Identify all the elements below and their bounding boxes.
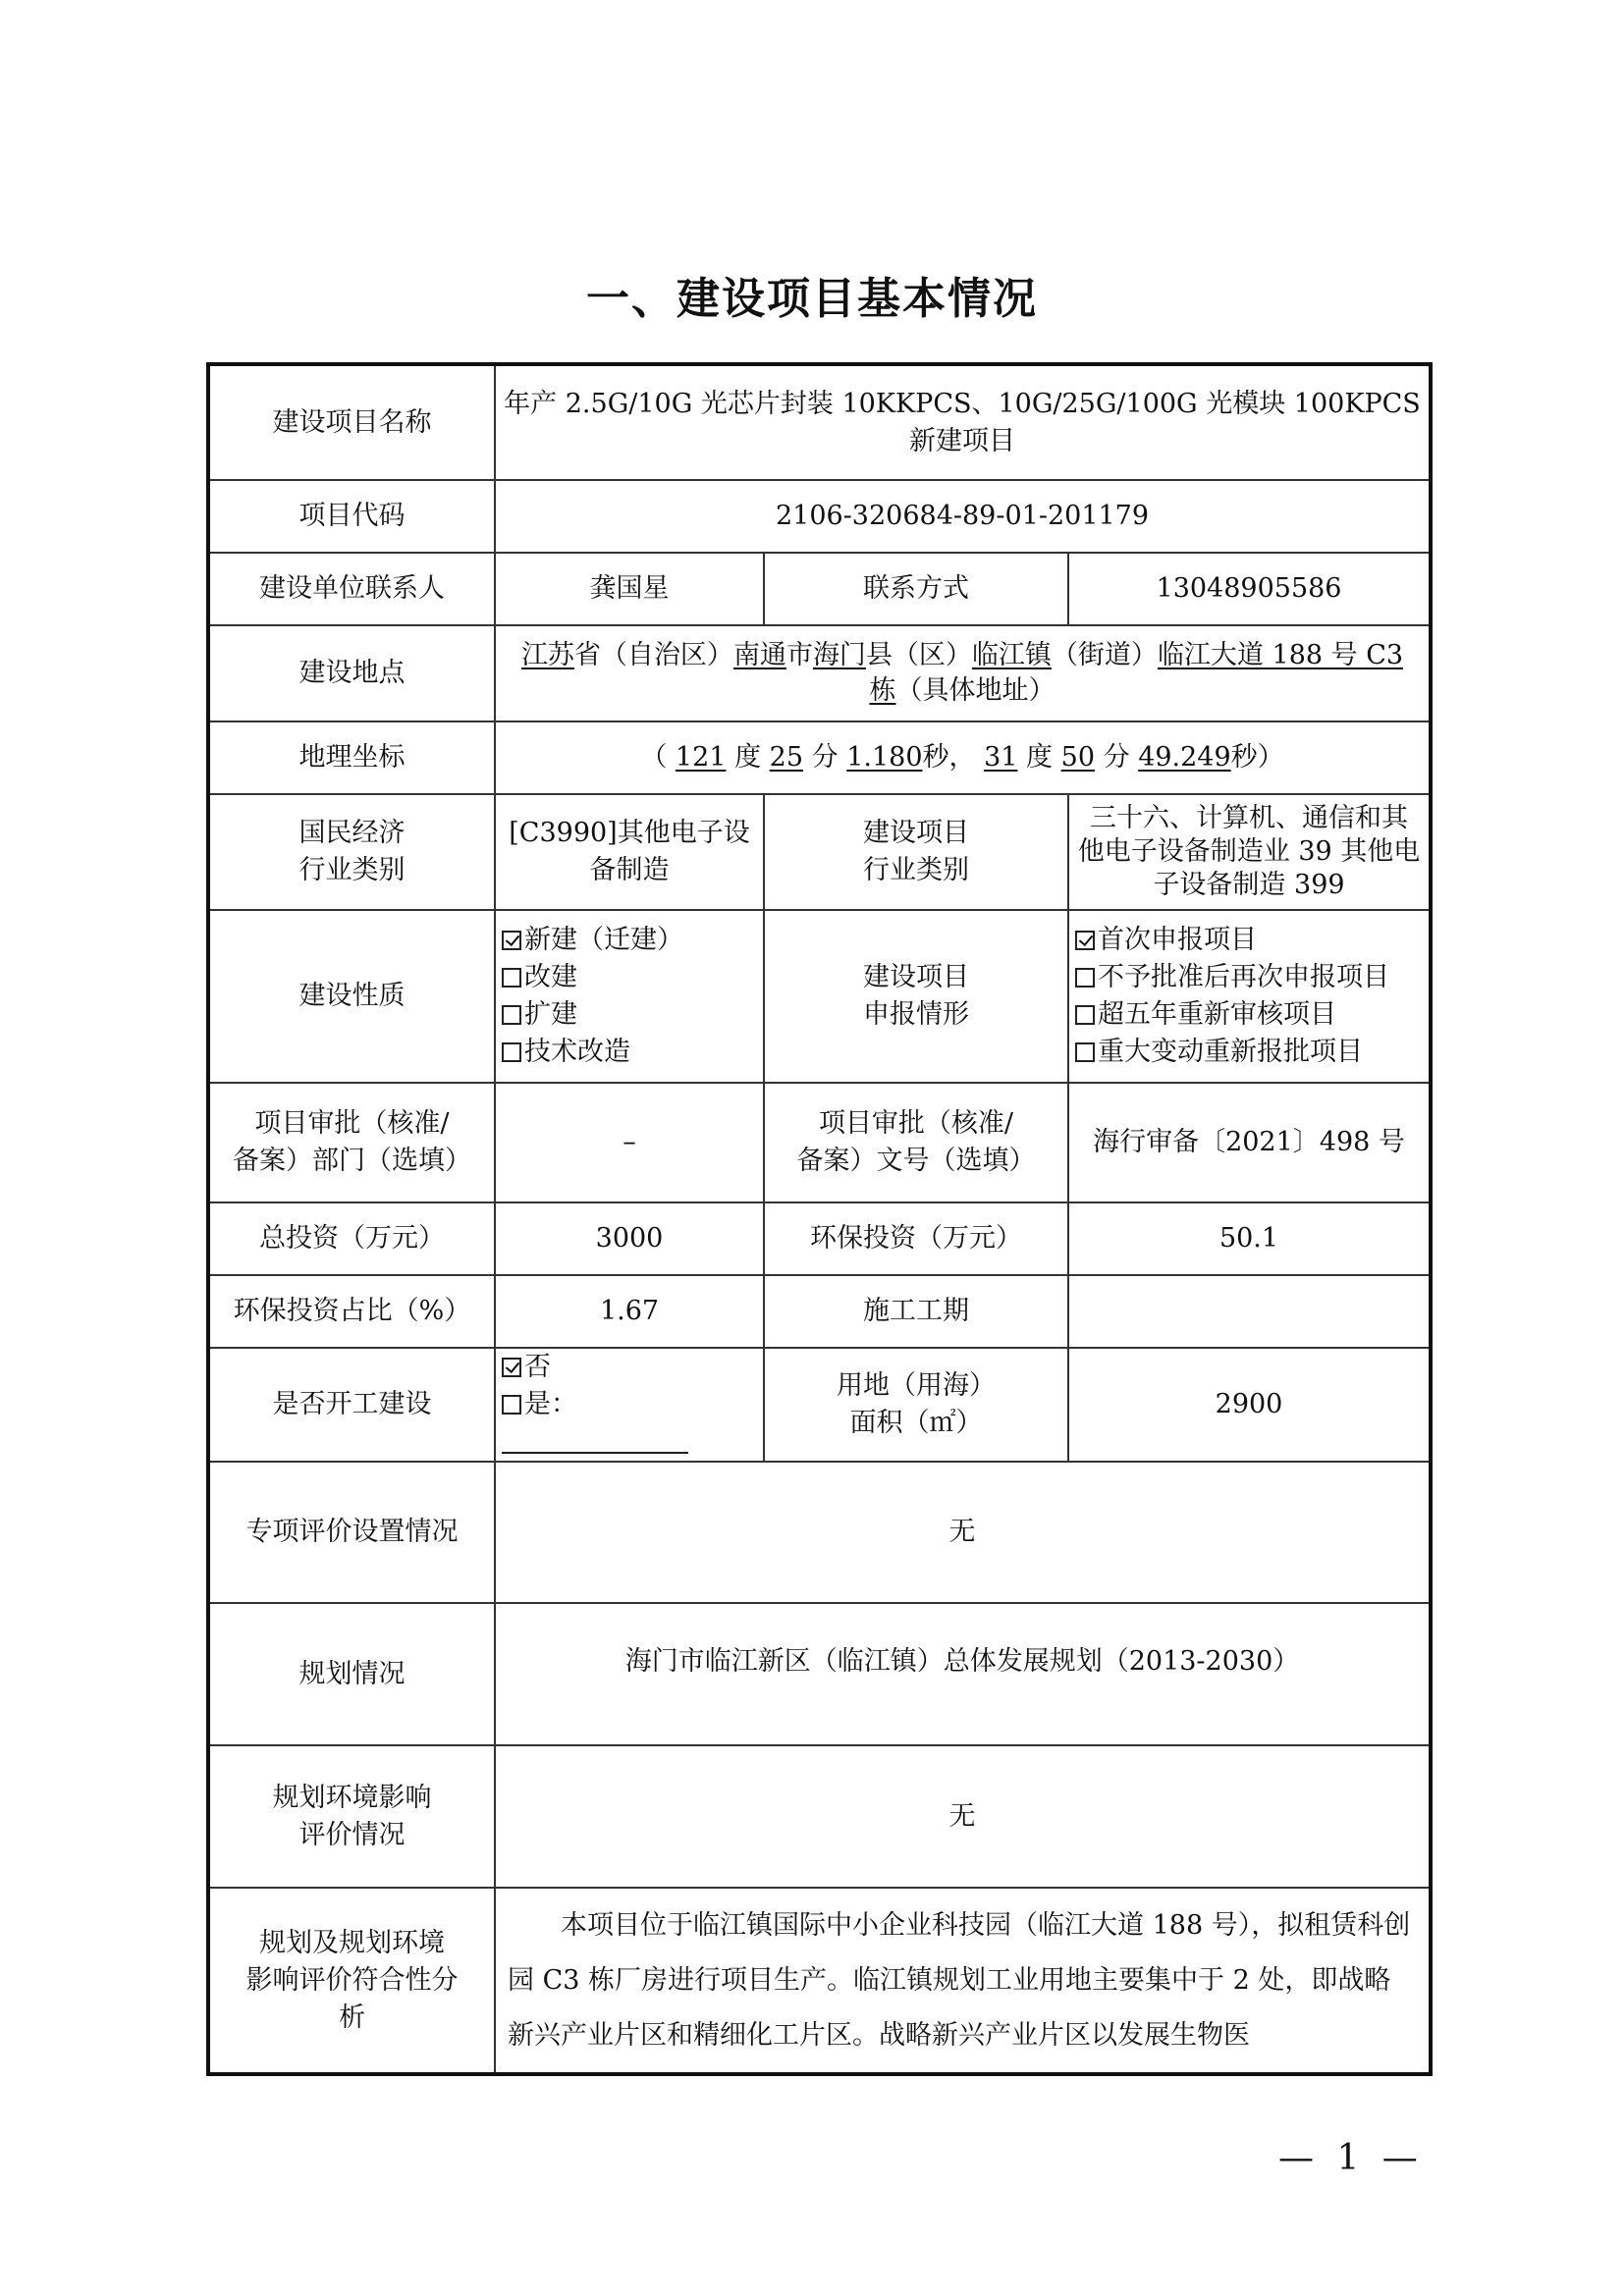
planning-env-value: 无 <box>495 1745 1431 1888</box>
checkbox-icon[interactable] <box>502 968 521 988</box>
checkbox-icon[interactable] <box>1075 1042 1095 1062</box>
declare-option[interactable]: 不予批准后再次申报项目 <box>1075 959 1421 996</box>
table-row <box>208 1462 1431 1603</box>
project-name-line-2: 新建项目 <box>909 425 1015 456</box>
table-row <box>208 1275 1431 1348</box>
special-eval-value: 无 <box>495 1462 1431 1603</box>
industry-label: 国民经济 行业类别 <box>208 794 495 910</box>
table-row <box>208 1083 1431 1202</box>
table-row <box>208 1888 1431 2074</box>
project-industry-label: 建设项目 行业类别 <box>764 794 1068 910</box>
planning-env-label: 规划环境影响 评价情况 <box>208 1745 495 1888</box>
table-row <box>208 480 1431 553</box>
project-name-line-1: 年产 2.5G/10G 光芯片封装 10KKPCS、10G/25G/100G 光模块 100KPCS <box>504 388 1421 419</box>
page-title: 一、建设项目基本情况 <box>586 274 1038 324</box>
approval-no-value: 海行审备〔2021〕498 号 <box>1068 1083 1431 1202</box>
blank-line[interactable] <box>502 1426 688 1454</box>
table-row <box>208 721 1431 794</box>
declare-label: 建设项目 申报情形 <box>764 910 1068 1083</box>
started-options <box>495 1348 764 1462</box>
nature-option[interactable]: 技术改造 <box>502 1034 755 1071</box>
approval-dept-label: 项目审批（核准/ 备案）部门（选填） <box>208 1083 495 1202</box>
planning-label: 规划情况 <box>208 1603 495 1745</box>
nature-option[interactable]: 新建（迁建） <box>502 922 755 959</box>
total-invest-label: 总投资（万元） <box>208 1202 495 1275</box>
conformity-label: 规划及规划环境 影响评价符合性分 析 <box>208 1888 495 2074</box>
total-invest-value: 3000 <box>495 1202 764 1275</box>
nature-option[interactable]: 改建 <box>502 959 755 996</box>
checkbox-icon[interactable] <box>502 1395 521 1415</box>
nature-options <box>495 910 764 1083</box>
nature-option[interactable]: 扩建 <box>502 996 755 1034</box>
started-option-no[interactable]: 否 <box>502 1349 755 1386</box>
checkbox-icon[interactable] <box>502 1005 521 1025</box>
location-line-1: 江苏省（自治区）南通市海门县（区）临江镇（街道）临江大道 188 号 C3 <box>520 640 1404 670</box>
declare-options <box>1068 910 1431 1083</box>
location-value <box>495 625 1431 721</box>
project-industry-value: 三十六、计算机、通信和其 他电子设备制造业 39 其他电 子设备制造 399 <box>1068 794 1431 910</box>
env-ratio-value: 1.67 <box>495 1275 764 1348</box>
checked-checkbox-icon[interactable] <box>502 931 521 950</box>
env-invest-label: 环保投资（万元） <box>764 1202 1068 1275</box>
table-row <box>208 364 1431 480</box>
location-label: 建设地点 <box>208 625 495 721</box>
approval-dept-value: – <box>495 1083 764 1202</box>
project-name-label: 建设项目名称 <box>208 364 495 480</box>
project-code-value: 2106-320684-89-01-201179 <box>495 480 1431 553</box>
table-row <box>208 1202 1431 1275</box>
table-row <box>208 625 1431 721</box>
table-row <box>208 794 1431 910</box>
conformity-text: 本项目位于临江镇国际中小企业科技园（临江大道 188 号），拟租赁科创园 C3 栋厂房进行项目生产。临江镇规划工业用地主要集中于 2 处，即战略新兴产业片区和精细化工片区。战略新兴产业片区以发展生物医 <box>495 1888 1431 2074</box>
env-invest-value: 50.1 <box>1068 1202 1431 1275</box>
env-ratio-label: 环保投资占比（%） <box>208 1275 495 1348</box>
special-eval-label: 专项评价设置情况 <box>208 1462 495 1603</box>
contact-method-label: 联系方式 <box>764 553 1068 625</box>
location-line-2: 栋（具体地址） <box>869 675 1056 706</box>
checkbox-icon[interactable] <box>502 1042 521 1062</box>
checkbox-icon[interactable] <box>1075 968 1095 988</box>
declare-option[interactable]: 首次申报项目 <box>1075 922 1421 959</box>
checked-checkbox-icon[interactable] <box>1075 931 1095 950</box>
nature-label: 建设性质 <box>208 910 495 1083</box>
land-label: 用地（用海） 面积（㎡） <box>764 1348 1068 1462</box>
declare-option[interactable]: 重大变动重新报批项目 <box>1075 1034 1421 1071</box>
contact-phone: 13048905586 <box>1068 553 1431 625</box>
project-code-label: 项目代码 <box>208 480 495 553</box>
project-info-table <box>206 362 1433 2076</box>
page-number: — 1 — <box>1278 2138 1424 2178</box>
table-row <box>208 553 1431 625</box>
industry-value: [C3990]其他电子设 备制造 <box>495 794 764 910</box>
construction-period-label: 施工工期 <box>764 1275 1068 1348</box>
table-row <box>208 1348 1431 1462</box>
coords-label: 地理坐标 <box>208 721 495 794</box>
started-option-yes[interactable]: 是： <box>502 1386 755 1461</box>
table-row <box>208 1603 1431 1745</box>
planning-value: 海门市临江新区（临江镇）总体发展规划（2013-2030） <box>495 1603 1431 1745</box>
land-value: 2900 <box>1068 1348 1431 1462</box>
checkbox-icon[interactable] <box>1075 1005 1095 1025</box>
contact-label: 建设单位联系人 <box>208 553 495 625</box>
construction-period-value <box>1068 1275 1431 1348</box>
project-name-value <box>495 364 1431 480</box>
table-row <box>208 1745 1431 1888</box>
table-row <box>208 910 1431 1083</box>
checked-checkbox-icon[interactable] <box>502 1358 521 1377</box>
started-label: 是否开工建设 <box>208 1348 495 1462</box>
contact-name: 龚国星 <box>495 553 764 625</box>
coords-value: （ 121 度 25 分 1.180秒， 31 度 50 分 49.249秒） <box>495 721 1431 794</box>
approval-no-label: 项目审批（核准/ 备案）文号（选填） <box>764 1083 1068 1202</box>
declare-option[interactable]: 超五年重新审核项目 <box>1075 996 1421 1034</box>
